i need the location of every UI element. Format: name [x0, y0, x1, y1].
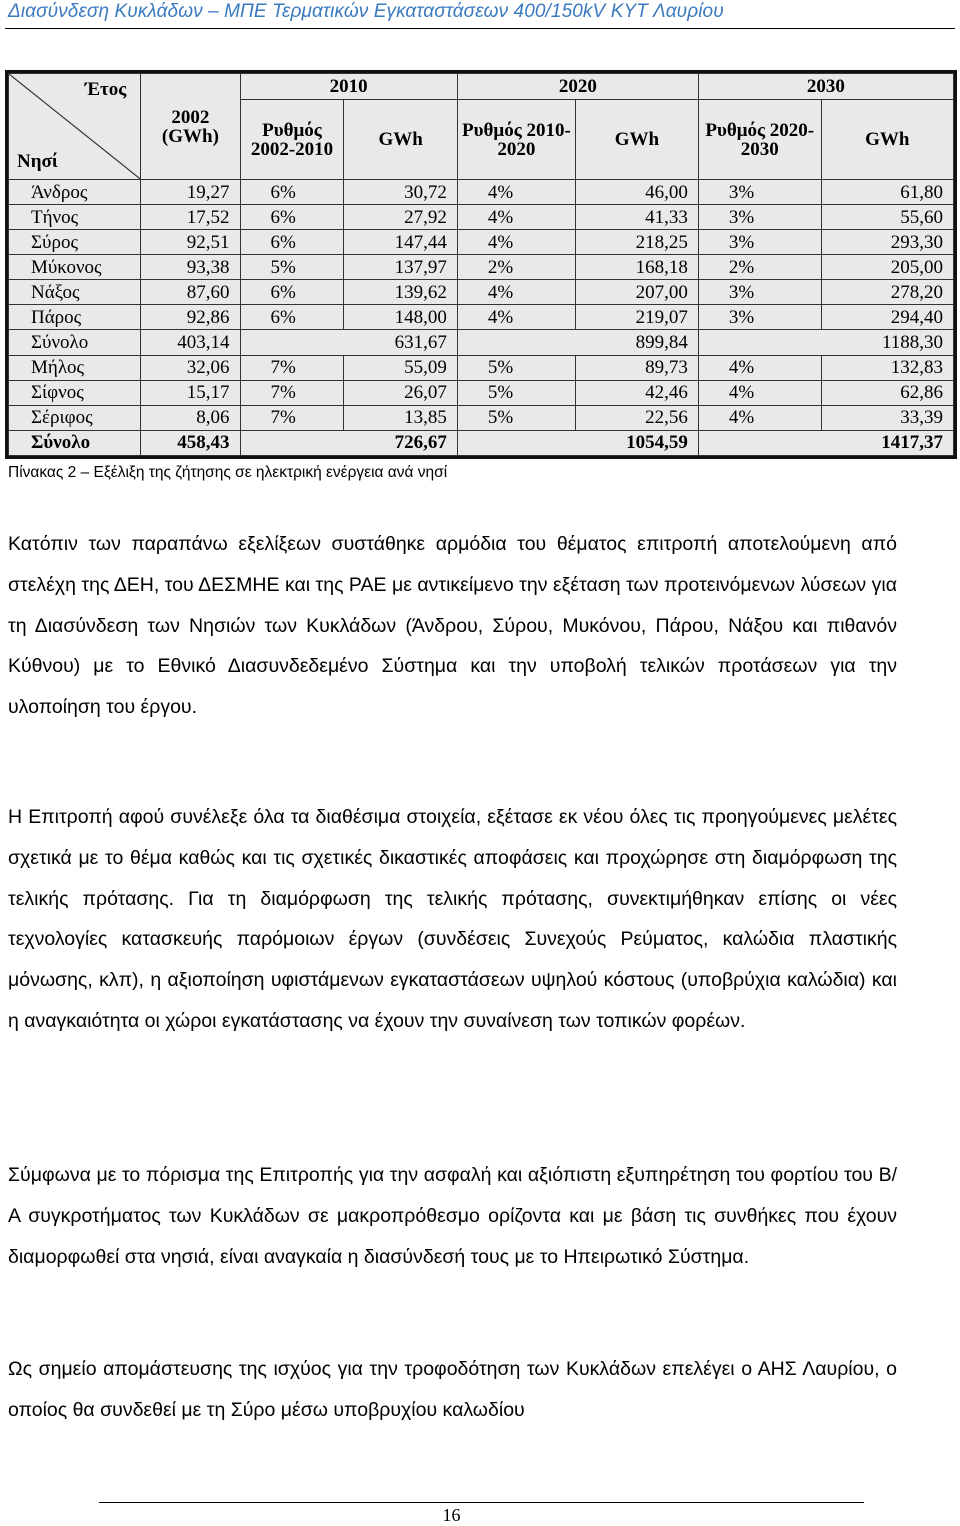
value-cell: 631,67 [240, 330, 457, 355]
rate-cell: 7% [240, 380, 344, 405]
island-label: Νησί [17, 151, 58, 172]
value-cell: 61,80 [821, 180, 953, 205]
header-rate-2020-2030: Ρυθμός 2020-2030 [698, 100, 821, 180]
rate-cell: 4% [698, 405, 821, 430]
rate-cell: 3% [698, 305, 821, 330]
rate-cell: 5% [457, 380, 575, 405]
header-2030: 2030 [698, 74, 953, 100]
paragraph: Η Επιτροπή αφού συνέλεξε όλα τα διαθέσιμα στοιχεία, εξέτασε εκ νέου όλες τις προηγούμενες μελέτες σχετικά με το θέμα καθώς και τις σχετικές δικαστικές αποφάσεις και προχώρησε στη διαμόρφωση της τελικής πρότασης. Για τη διαμόρφωση της τελικής πρότασης, συνεκτιμήθηκαν επίσης οι νέες τεχνολογίες κατασκευής παρόμοιων έργων (συνδέσεις Συνεχούς Ρεύματος, καλώδια πλαστικής μόνωσης, κλπ), η αξιοποίηση υφιστάμενων εγκαταστάσεων υψηλού κόστους (υποβρύχια καλώδια) και η αναγκαιότητα οι χώροι εγκατάστασης να έχουν την συναίνεση των τοπικών φορέων. [8, 806, 897, 1032]
value-cell: 218,25 [575, 230, 698, 255]
rate-cell: 7% [240, 355, 344, 380]
rate-cell: 3% [698, 280, 821, 305]
value-cell: 168,18 [575, 255, 698, 280]
page-number: 16 [442, 1505, 461, 1525]
rate-cell: 4% [457, 230, 575, 255]
value-cell: 32,06 [141, 355, 240, 380]
rate-cell: 3% [698, 230, 821, 255]
rate-cell: 4% [457, 305, 575, 330]
value-cell: 33,39 [821, 405, 953, 430]
value-cell: 294,40 [821, 305, 953, 330]
rate-cell: 4% [457, 180, 575, 205]
page-header [5, 0, 955, 29]
rate-cell: 6% [240, 205, 344, 230]
header-2010: 2010 [240, 74, 457, 100]
value-cell: 205,00 [821, 255, 953, 280]
value-cell: 1054,59 [457, 430, 698, 455]
rate-cell: 3% [698, 180, 821, 205]
rate-cell: 6% [240, 180, 344, 205]
value-cell: 93,38 [141, 255, 240, 280]
value-cell: 19,27 [141, 180, 240, 205]
rate-cell: 6% [240, 305, 344, 330]
island-cell: Πάρος [9, 305, 141, 330]
header-gwh-2030: GWh [821, 100, 953, 180]
value-cell: 62,86 [821, 380, 953, 405]
value-cell: 89,73 [575, 355, 698, 380]
header-gwh-2020: GWh [575, 100, 698, 180]
demand-table [8, 73, 954, 456]
rate-cell: 4% [457, 280, 575, 305]
header-rate-2010-2020: Ρυθμός 2010-2020 [457, 100, 575, 180]
table-row [9, 280, 954, 305]
value-cell: 46,00 [575, 180, 698, 205]
island-cell: Άνδρος [9, 180, 141, 205]
corner-header [9, 74, 141, 180]
island-cell: Σύνολο [9, 430, 141, 455]
rate-cell: 6% [240, 230, 344, 255]
header-rate-2002-2010: Ρυθμός 2002-2010 [240, 100, 344, 180]
rate-cell: 5% [240, 255, 344, 280]
rate-cell: 3% [698, 205, 821, 230]
energy-demand-table [5, 70, 957, 459]
island-cell: Μήλος [9, 355, 141, 380]
value-cell: 1417,37 [698, 430, 953, 455]
value-cell: 92,51 [141, 230, 240, 255]
value-cell: 42,46 [575, 380, 698, 405]
table-row [9, 305, 954, 330]
value-cell: 55,09 [344, 355, 457, 380]
total-row [9, 430, 954, 455]
value-cell: 13,85 [344, 405, 457, 430]
table-row [9, 355, 954, 380]
header-2020: 2020 [457, 74, 698, 100]
rate-cell: 4% [457, 205, 575, 230]
subtotal-row [9, 330, 954, 355]
value-cell: 87,60 [141, 280, 240, 305]
value-cell: 27,92 [344, 205, 457, 230]
header-2002: 2002 (GWh) [141, 74, 240, 180]
table-row [9, 380, 954, 405]
table-caption: Πίνακας 2 – Εξέλιξη της ζήτησης σε ηλεκτρική ενέργεια ανά νησί [8, 464, 448, 481]
rate-cell: 2% [698, 255, 821, 280]
table-row [9, 255, 954, 280]
island-cell: Σίφνος [9, 380, 141, 405]
value-cell: 148,00 [344, 305, 457, 330]
value-cell: 726,67 [240, 430, 457, 455]
value-cell: 207,00 [575, 280, 698, 305]
footer-divider [99, 1502, 864, 1503]
header-title: Διασύνδεση Κυκλάδων – ΜΠΕ Τερματικών Εγκαταστάσεων 400/150kV ΚΥΤ Λαυρίου [8, 1, 724, 22]
value-cell: 132,83 [821, 355, 953, 380]
island-cell: Σύνολο [9, 330, 141, 355]
paragraph: Κατόπιν των παραπάνω εξελίξεων συστάθηκε αρμόδια του θέματος επιτροπή αποτελούμενη από στελέχη της ΔΕΗ, του ΔΕΣΜΗΕ και της ΡΑΕ με αντικείμενο την εξέταση των προτεινόμενων λύσεων για τη Διασύνδεση των Νησιών των Κυκλάδων (Άνδρου, Σύρου, Μυκόνου, Πάρου, Νάξου και πιθανόν Κύθνου) με το Εθνικό Διασυνδεδεμένο Σύστημα και την υποβολή τελικών προτάσεων για την υλοποίηση του έργου. [8, 533, 897, 719]
value-cell: 8,06 [141, 405, 240, 430]
island-cell: Μύκονος [9, 255, 141, 280]
island-cell: Σύρος [9, 230, 141, 255]
paragraph: Σύμφωνα με το πόρισμα της Επιτροπής για την ασφαλή και αξιόπιστη εξυπηρέτηση του φορτίου του Β/Α συγκροτήματος των Κυκλάδων σε μακροπρόθεσμο ορίζοντα και με βάση τις συνθήκες που έχουν διαμορφωθεί στα νησιά, είναι αναγκαία η διασύνδεσή τους με το Ηπειρωτικό Σύστημα. [8, 1164, 897, 1268]
paragraph: Ως σημείο απομάστευσης της ισχύος για την τροφοδότηση των Κυκλάδων επελέγει ο ΑΗΣ Λαυρίου, ο οποίος θα συνδεθεί με τη Σύρο μέσω υποβρυχίου καλωδίου [8, 1358, 897, 1421]
value-cell: 458,43 [141, 430, 240, 455]
value-cell: 15,17 [141, 380, 240, 405]
value-cell: 293,30 [821, 230, 953, 255]
rate-cell: 5% [457, 355, 575, 380]
value-cell: 22,56 [575, 405, 698, 430]
island-cell: Σέριφος [9, 405, 141, 430]
value-cell: 92,86 [141, 305, 240, 330]
rate-cell: 5% [457, 405, 575, 430]
value-cell: 219,07 [575, 305, 698, 330]
value-cell: 1188,30 [698, 330, 953, 355]
rate-cell: 4% [698, 380, 821, 405]
value-cell: 17,52 [141, 205, 240, 230]
value-cell: 403,14 [141, 330, 240, 355]
rate-cell: 6% [240, 280, 344, 305]
value-cell: 899,84 [457, 330, 698, 355]
rate-cell: 4% [698, 355, 821, 380]
island-cell: Τήνος [9, 205, 141, 230]
value-cell: 137,97 [344, 255, 457, 280]
value-cell: 55,60 [821, 205, 953, 230]
value-cell: 30,72 [344, 180, 457, 205]
year-label: Έτος [84, 79, 127, 100]
island-cell: Νάξος [9, 280, 141, 305]
header-gwh-2010: GWh [344, 100, 457, 180]
rate-cell: 2% [457, 255, 575, 280]
table-row [9, 230, 954, 255]
value-cell: 26,07 [344, 380, 457, 405]
table-row [9, 180, 954, 205]
value-cell: 139,62 [344, 280, 457, 305]
table-row [9, 205, 954, 230]
value-cell: 147,44 [344, 230, 457, 255]
value-cell: 278,20 [821, 280, 953, 305]
value-cell: 41,33 [575, 205, 698, 230]
rate-cell: 7% [240, 405, 344, 430]
table-row [9, 405, 954, 430]
